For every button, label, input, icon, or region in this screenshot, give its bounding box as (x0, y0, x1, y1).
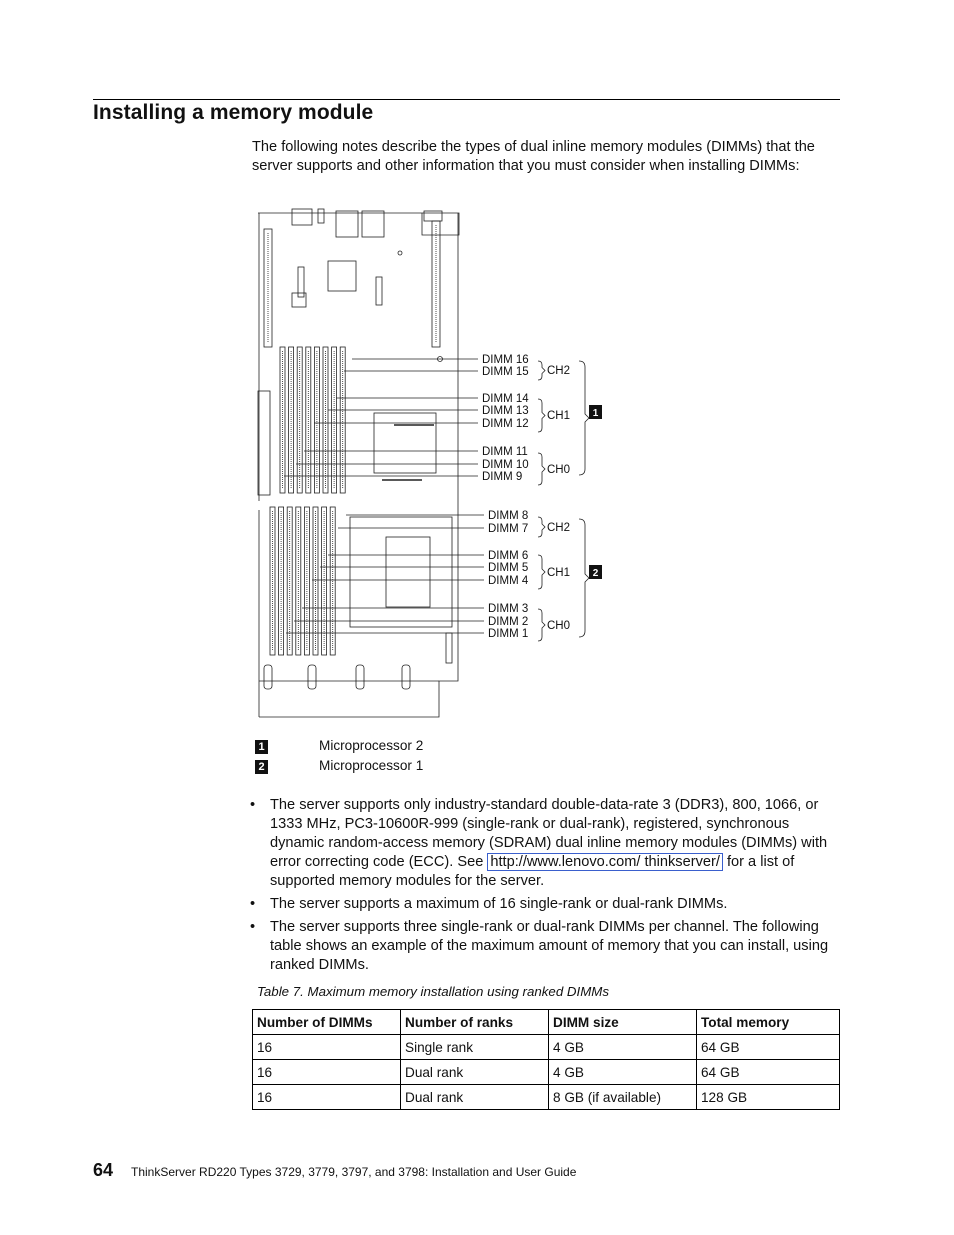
processor-brace (579, 519, 589, 637)
column-header: DIMM size (549, 1010, 697, 1035)
dimm-label: DIMM 3 (488, 603, 529, 615)
callout-microprocessor-1 (589, 565, 602, 579)
list-item (250, 895, 840, 914)
callout-badge: 1 (255, 740, 268, 754)
callout-microprocessor-2 (589, 405, 602, 419)
channel-label: CH2 (547, 522, 571, 534)
memory-table (252, 1009, 840, 1110)
rear-connector (318, 209, 324, 223)
dimm-slot-bank-1 (280, 347, 345, 493)
intro-paragraph: The following notes describe the types of dual inline memory modules (DIMMs) that the server supports and other information that you must consider when installing DIMMs: (252, 139, 815, 174)
channel-label: CH2 (547, 365, 571, 377)
dimm-label: DIMM 7 (488, 523, 529, 535)
page-heading: Installing a memory module (93, 101, 374, 124)
dimm-label: DIMM 6 (488, 550, 529, 562)
legend-label: Microprocessor 1 (319, 757, 424, 773)
channel-label: CH1 (547, 567, 571, 579)
bullet-text: The server supports a maximum of 16 single-rank or dual-rank DIMMs. (270, 896, 728, 912)
svg-text:1: 1 (592, 408, 599, 419)
column-header: Number of DIMMs (253, 1010, 401, 1035)
bullet-glyph: • (250, 919, 256, 935)
dimm-label: DIMM 15 (482, 366, 529, 378)
requirements-list (250, 796, 840, 979)
channel-label: CH0 (547, 620, 571, 632)
list-item (250, 918, 840, 975)
dimm-label: DIMM 1 (488, 628, 529, 640)
component (298, 267, 304, 297)
dimm-label: DIMM 9 (482, 471, 523, 483)
table-cell: 4 GB (549, 1060, 697, 1085)
component (446, 633, 452, 663)
table-cell: 64 GB (697, 1035, 840, 1060)
bullet-text: for a list of supported memory modules for the server. (270, 854, 795, 889)
channel-label: CH0 (547, 464, 571, 476)
bullet-text: The server supports only industry-standard double-data-rate 3 (DDR3), 800, 1066, or 1333 MHz, PC3-10600R-999 (single-rank or dual-rank), registered, synchronous dynamic random-access memory (SDRAM) dual inline memory modules (DIMMs) with error correcting code (ECC). See (270, 797, 828, 870)
table-row (253, 1035, 840, 1060)
microprocessor-1-socket (386, 537, 430, 607)
table-cell: 16 (253, 1085, 401, 1110)
component (376, 277, 382, 305)
processor-brace (579, 361, 589, 475)
dimm-label: DIMM 14 (482, 393, 529, 405)
table-cell: 4 GB (549, 1035, 697, 1060)
board-outline (258, 213, 459, 717)
dimm-label: DIMM 16 (482, 354, 529, 366)
rear-connector (424, 211, 442, 221)
table-row (253, 1060, 840, 1085)
dimm-label: DIMM 5 (488, 562, 529, 574)
table-cell: Dual rank (401, 1060, 549, 1085)
bullet-glyph: • (250, 896, 256, 912)
table-cell: Single rank (401, 1035, 549, 1060)
microprocessor-1-area (350, 517, 452, 627)
column-header: Total memory (697, 1010, 840, 1035)
heading-rule (93, 99, 840, 100)
table-cell: 16 (253, 1035, 401, 1060)
channel-brace (538, 399, 545, 432)
channel-brace (538, 361, 545, 380)
rear-connector (292, 209, 312, 225)
chipset (328, 261, 356, 291)
dimm-label: DIMM 2 (488, 616, 529, 628)
table-caption: Table 7. Maximum memory installation using ranked DIMMs (257, 984, 610, 999)
channel-brace (538, 517, 545, 537)
dimm-label: DIMM 4 (488, 575, 529, 587)
dimm-label: DIMM 10 (482, 459, 529, 471)
table-header-row (253, 1010, 840, 1035)
table-cell: 16 (253, 1060, 401, 1085)
table-cell: Dual rank (401, 1085, 549, 1110)
callout-badge: 2 (255, 760, 268, 774)
svg-text:2: 2 (592, 568, 599, 579)
channel-brace (538, 555, 545, 589)
ethernet-port (336, 211, 358, 237)
channel-label: CH1 (547, 410, 571, 422)
list-item (250, 796, 840, 891)
ethernet-port (362, 211, 384, 237)
channel-brace (538, 453, 545, 485)
bullet-text: The server supports three single-rank or dual-rank DIMMs per channel. The following table shows an example of the maximum amount of memory that you can install, using ranked DIMMs. (270, 919, 829, 973)
dimm-label: DIMM 8 (488, 510, 529, 522)
dimm-label: DIMM 11 (482, 446, 528, 458)
system-board-dimm-diagram (254, 205, 614, 725)
column-header: Number of ranks (401, 1010, 549, 1035)
table-row (253, 1085, 840, 1110)
lenovo-thinkserver-link[interactable]: http://www.lenovo.com/ thinkserver/ (487, 853, 723, 871)
bullet-glyph: • (250, 797, 256, 813)
dimm-label: DIMM 13 (482, 405, 529, 417)
page-number: 64 (93, 1160, 114, 1180)
table-cell: 64 GB (697, 1060, 840, 1085)
running-footer: ThinkServer RD220 Types 3729, 3779, 3797, and 3798: Installation and User Guide (131, 1165, 577, 1179)
dimm-label: DIMM 12 (482, 418, 529, 430)
table-cell: 128 GB (697, 1085, 840, 1110)
legend-label: Microprocessor 2 (319, 738, 424, 753)
channel-brace (538, 609, 545, 641)
table-cell: 8 GB (if available) (549, 1085, 697, 1110)
side-bracket (258, 391, 270, 495)
